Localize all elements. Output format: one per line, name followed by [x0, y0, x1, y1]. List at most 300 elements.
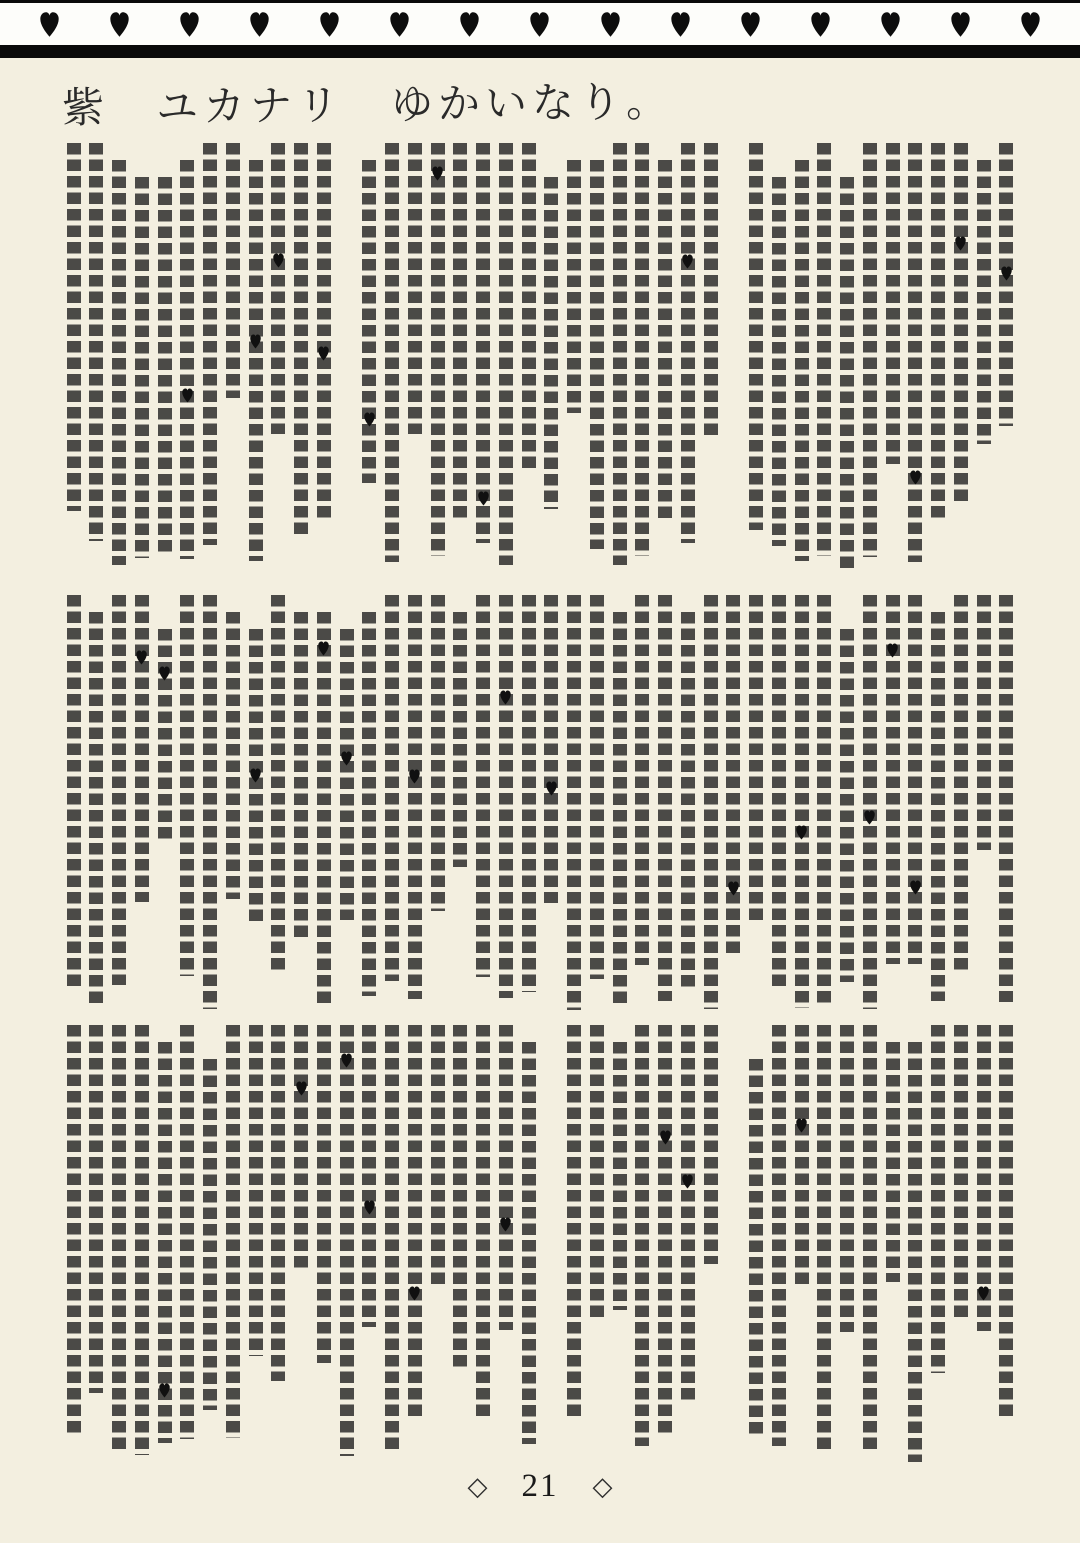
inline-heart-glyph	[908, 880, 923, 895]
text-column	[931, 143, 946, 568]
greeked-text-line	[590, 1025, 604, 1317]
greeked-text-line	[89, 612, 103, 1004]
greeked-text-line	[112, 160, 126, 565]
page-title: 紫 ユカナリ ゆかいなり。	[61, 76, 674, 133]
text-column	[498, 595, 513, 1010]
inline-heart-glyph	[362, 412, 377, 427]
text-column	[589, 143, 604, 568]
greeked-text-line	[203, 1059, 217, 1410]
greeked-text-line	[226, 612, 240, 899]
greeked-text-line	[613, 143, 627, 565]
greeked-text-line	[772, 177, 786, 546]
greeked-text-line	[544, 595, 558, 903]
heart-icon	[545, 781, 558, 796]
inline-heart-glyph	[316, 641, 331, 656]
heart-icon	[158, 666, 171, 681]
greeked-text-line	[317, 612, 331, 1007]
greeked-text-line	[89, 1025, 103, 1393]
greeked-text-line	[453, 612, 467, 867]
inline-heart-glyph	[976, 1286, 991, 1301]
greeked-text-line	[271, 595, 285, 973]
text-column	[294, 1025, 309, 1462]
heart-icon	[1020, 10, 1041, 39]
page-number: 21	[521, 1468, 559, 1504]
greeked-text-line	[226, 1025, 240, 1438]
text-column	[840, 1025, 855, 1462]
text-column	[771, 143, 786, 568]
inline-heart-glyph	[498, 1217, 513, 1232]
greeked-text-line	[67, 595, 81, 988]
greeked-text-line	[135, 177, 149, 558]
heart-border-row	[0, 3, 1080, 45]
inline-heart-glyph	[339, 1053, 354, 1068]
text-column	[635, 595, 650, 1010]
text-column	[658, 595, 673, 1010]
text-column	[430, 1025, 445, 1462]
heart-icon	[249, 10, 270, 39]
greeked-text-line	[977, 160, 991, 444]
greeked-text-line	[317, 1025, 331, 1363]
greeked-text-line	[590, 160, 604, 549]
greeked-text-line	[431, 143, 445, 556]
text-column	[817, 143, 832, 568]
heart-icon	[39, 10, 60, 39]
text-column	[862, 1025, 877, 1462]
inline-heart-glyph	[726, 881, 741, 896]
text-column	[407, 1025, 422, 1462]
text-column	[385, 595, 400, 1010]
greeked-text-line	[226, 143, 240, 398]
greeked-text-line	[886, 143, 900, 464]
greeked-text-line	[931, 1025, 945, 1373]
text-column	[112, 1025, 127, 1462]
text-column	[362, 595, 377, 1010]
text-column	[908, 595, 923, 1010]
diamond-ornament-left: ◇	[467, 1471, 488, 1501]
text-column	[544, 1025, 559, 1462]
greeked-text-line	[613, 1042, 627, 1310]
text-column	[658, 143, 673, 568]
greeked-text-line	[476, 1025, 490, 1416]
greeked-text-line	[522, 143, 536, 469]
text-column	[407, 595, 422, 1010]
greeked-text-line	[249, 1025, 263, 1356]
greeked-text-line	[408, 595, 422, 999]
text-column	[225, 143, 240, 568]
text-column	[726, 143, 741, 568]
heart-icon	[363, 1200, 376, 1215]
text-block-3	[66, 1025, 1014, 1462]
greeked-text-line	[635, 595, 649, 965]
text-column	[999, 595, 1014, 1010]
greeked-text-line	[271, 143, 285, 434]
greeked-text-line	[180, 1025, 194, 1439]
heart-icon	[886, 643, 899, 658]
greeked-text-line	[840, 1025, 854, 1332]
heart-icon	[529, 10, 550, 39]
text-column	[635, 1025, 650, 1462]
text-column	[953, 1025, 968, 1462]
heart-icon	[727, 881, 740, 896]
greeked-text-line	[772, 595, 786, 986]
text-column	[680, 143, 695, 568]
heart-icon	[909, 470, 922, 485]
inline-heart-glyph	[248, 334, 263, 349]
text-block-1	[66, 143, 1014, 568]
greeked-text-line	[499, 1025, 513, 1330]
text-column	[521, 143, 536, 568]
text-column	[112, 595, 127, 1010]
greeked-text-line	[863, 595, 877, 1009]
text-column	[157, 595, 172, 1010]
text-column	[544, 595, 559, 1010]
inline-heart-glyph	[294, 1081, 309, 1096]
heart-icon	[681, 254, 694, 269]
text-column	[999, 1025, 1014, 1462]
greeked-text-line	[908, 1042, 922, 1462]
text-column	[134, 595, 149, 1010]
text-column	[476, 143, 491, 568]
greeked-text-line	[954, 595, 968, 972]
greeked-text-line	[362, 1025, 376, 1327]
greeked-text-line	[294, 143, 308, 538]
text-column	[453, 595, 468, 1010]
inline-heart-glyph	[794, 825, 809, 840]
inline-heart-glyph	[862, 810, 877, 825]
text-column	[385, 1025, 400, 1462]
text-column	[567, 143, 582, 568]
inline-heart-glyph	[180, 388, 195, 403]
greeked-text-line	[385, 1025, 399, 1450]
greeked-text-line	[567, 595, 581, 1010]
text-column	[157, 1025, 172, 1462]
inline-heart-glyph	[157, 1383, 172, 1398]
greeked-text-line	[89, 143, 103, 541]
greeked-text-line	[453, 143, 467, 519]
text-column	[589, 595, 604, 1010]
heart-icon	[499, 690, 512, 705]
inline-heart-glyph	[316, 346, 331, 361]
greeked-text-line	[294, 1025, 308, 1270]
greeked-text-line	[658, 160, 672, 518]
greeked-text-line	[203, 595, 217, 1009]
greeked-text-line	[840, 629, 854, 982]
text-column	[612, 1025, 627, 1462]
greeked-text-line	[158, 629, 172, 841]
text-column	[134, 1025, 149, 1462]
heart-icon	[880, 10, 901, 39]
heart-icon	[158, 1383, 171, 1398]
greeked-text-line	[180, 595, 194, 976]
text-column	[294, 143, 309, 568]
greeked-text-line	[999, 595, 1013, 1002]
text-column	[680, 1025, 695, 1462]
text-column	[931, 1025, 946, 1462]
text-column	[316, 595, 331, 1010]
greeked-text-line	[681, 143, 695, 543]
greeked-text-line	[112, 595, 126, 985]
heart-icon	[249, 768, 262, 783]
text-column	[771, 595, 786, 1010]
greeked-text-line	[886, 1042, 900, 1282]
text-column	[976, 595, 991, 1010]
heart-icon	[459, 10, 480, 39]
text-column	[89, 1025, 104, 1462]
text-column	[362, 1025, 377, 1462]
heart-icon	[740, 10, 761, 39]
text-column	[680, 595, 695, 1010]
greeked-text-line	[908, 595, 922, 964]
greeked-text-line	[340, 629, 354, 920]
greeked-text-line	[203, 143, 217, 545]
text-column	[476, 595, 491, 1010]
text-column	[157, 143, 172, 568]
text-column	[703, 595, 718, 1010]
text-column	[180, 143, 195, 568]
greeked-text-line	[499, 595, 513, 998]
greeked-text-line	[817, 595, 831, 1006]
text-column	[453, 1025, 468, 1462]
greeked-text-line	[658, 595, 672, 1001]
greeked-text-line	[749, 143, 763, 530]
greeked-text-line	[135, 595, 149, 902]
heart-icon	[317, 641, 330, 656]
text-column	[271, 1025, 286, 1462]
text-column	[703, 1025, 718, 1462]
greeked-text-line	[613, 612, 627, 1007]
heart-icon	[909, 880, 922, 895]
text-column	[248, 143, 263, 568]
inline-heart-glyph	[339, 751, 354, 766]
inline-heart-glyph	[271, 253, 286, 268]
text-column	[749, 1025, 764, 1462]
greeked-text-line	[340, 1025, 354, 1456]
text-column	[271, 143, 286, 568]
text-column	[999, 143, 1014, 568]
page-footer	[0, 1470, 1080, 1503]
text-column	[225, 595, 240, 1010]
text-column	[749, 143, 764, 568]
greeked-text-line	[476, 595, 490, 977]
greeked-text-line	[749, 595, 763, 920]
greeked-text-line	[681, 1025, 695, 1401]
greeked-text-line	[795, 1025, 809, 1287]
inline-heart-glyph	[908, 470, 923, 485]
heart-icon	[863, 810, 876, 825]
text-column	[453, 143, 468, 568]
text-column	[225, 1025, 240, 1462]
text-column	[567, 595, 582, 1010]
greeked-text-line	[795, 595, 809, 1008]
greeked-text-line	[362, 612, 376, 996]
text-column	[817, 1025, 832, 1462]
inline-heart-glyph	[362, 1200, 377, 1215]
heart-icon	[181, 388, 194, 403]
greeked-text-line	[704, 143, 718, 438]
heart-icon	[249, 334, 262, 349]
greeked-text-line	[362, 160, 376, 483]
text-column	[294, 595, 309, 1010]
text-column	[203, 143, 218, 568]
text-column	[430, 595, 445, 1010]
heart-icon	[317, 346, 330, 361]
text-column	[589, 1025, 604, 1462]
heart-icon	[977, 1286, 990, 1301]
greeked-text-line	[544, 177, 558, 509]
text-column	[976, 143, 991, 568]
heart-icon	[950, 10, 971, 39]
text-column	[612, 595, 627, 1010]
greeked-text-line	[67, 143, 81, 511]
greeked-text-line	[522, 1042, 536, 1444]
text-column	[498, 143, 513, 568]
text-column	[908, 1025, 923, 1462]
text-column	[794, 143, 809, 568]
greeked-text-line	[135, 1025, 149, 1455]
text-column	[544, 143, 559, 568]
greeked-text-line	[408, 1025, 422, 1419]
heart-icon	[389, 10, 410, 39]
text-column	[362, 143, 377, 568]
greeked-text-line	[499, 143, 513, 565]
greeked-text-line	[840, 177, 854, 568]
greeked-text-line	[67, 1025, 81, 1437]
greeked-text-line	[294, 612, 308, 939]
text-column	[953, 143, 968, 568]
greeked-text-line	[954, 1025, 968, 1317]
top-decorative-border	[0, 0, 1080, 58]
text-column	[339, 1025, 354, 1462]
inline-heart-glyph	[498, 690, 513, 705]
heart-icon	[1000, 266, 1013, 281]
heart-icon	[319, 10, 340, 39]
text-column	[316, 143, 331, 568]
text-column	[862, 595, 877, 1010]
heart-icon	[408, 769, 421, 784]
inline-heart-glyph	[248, 768, 263, 783]
greeked-text-line	[681, 612, 695, 988]
text-column	[430, 143, 445, 568]
text-column	[953, 595, 968, 1010]
text-column	[840, 595, 855, 1010]
text-column	[862, 143, 877, 568]
text-column	[339, 595, 354, 1010]
text-column	[726, 1025, 741, 1462]
greeked-text-line	[635, 1025, 649, 1446]
heart-icon	[600, 10, 621, 39]
greeked-text-line	[726, 595, 740, 958]
greeked-text-line	[931, 143, 945, 519]
greeked-text-line	[385, 595, 399, 981]
text-column	[498, 1025, 513, 1462]
greeked-text-line	[635, 143, 649, 556]
inline-heart-glyph	[157, 666, 172, 681]
greeked-text-line	[317, 143, 331, 521]
greeked-text-line	[249, 160, 263, 561]
text-column	[840, 143, 855, 568]
greeked-text-line	[112, 1025, 126, 1453]
greeked-text-line	[271, 1025, 285, 1381]
greeked-text-line	[567, 1025, 581, 1419]
text-column	[794, 595, 809, 1010]
greeked-text-line	[863, 143, 877, 557]
inline-heart-glyph	[885, 643, 900, 658]
text-column	[180, 595, 195, 1010]
heart-icon	[670, 10, 691, 39]
greeked-text-line	[704, 595, 718, 1009]
greeked-text-line	[863, 1025, 877, 1453]
text-column	[248, 595, 263, 1010]
text-column	[66, 595, 81, 1010]
greeked-text-line	[999, 143, 1013, 426]
greeked-text-line	[977, 595, 991, 850]
greeked-text-line	[817, 1025, 831, 1453]
text-column	[180, 1025, 195, 1462]
text-column	[134, 143, 149, 568]
text-column	[931, 595, 946, 1010]
inline-heart-glyph	[658, 1130, 673, 1145]
heart-icon	[295, 1081, 308, 1096]
text-column	[726, 595, 741, 1010]
text-column	[407, 143, 422, 568]
heart-icon	[363, 412, 376, 427]
text-column	[749, 595, 764, 1010]
heart-icon	[810, 10, 831, 39]
text-column	[567, 1025, 582, 1462]
text-column	[66, 1025, 81, 1462]
greeked-text-line	[453, 1025, 467, 1368]
text-column	[658, 1025, 673, 1462]
inline-heart-glyph	[407, 1286, 422, 1301]
greeked-text-line	[704, 1025, 718, 1264]
text-column	[612, 143, 627, 568]
text-column	[89, 595, 104, 1010]
heart-icon	[499, 1217, 512, 1232]
text-column	[794, 1025, 809, 1462]
text-column	[203, 1025, 218, 1462]
greeked-text-line	[772, 1025, 786, 1446]
text-column	[908, 143, 923, 568]
text-column	[385, 143, 400, 568]
greeked-text-line	[522, 595, 536, 992]
heart-icon	[109, 10, 130, 39]
greeked-text-line	[954, 143, 968, 503]
text-column	[248, 1025, 263, 1462]
greeked-text-line	[999, 1025, 1013, 1417]
heart-icon	[272, 253, 285, 268]
heart-icon	[477, 491, 490, 506]
text-column	[703, 143, 718, 568]
text-column	[339, 143, 354, 568]
greeked-text-line	[931, 612, 945, 1001]
heart-icon	[681, 1174, 694, 1189]
heart-icon	[340, 1053, 353, 1068]
text-column	[885, 595, 900, 1010]
text-column	[635, 143, 650, 568]
greeked-text-line	[476, 143, 490, 543]
heart-icon	[135, 650, 148, 665]
heart-icon	[795, 825, 808, 840]
heart-icon	[340, 751, 353, 766]
greeked-text-line	[431, 1025, 445, 1287]
greeked-text-line	[908, 143, 922, 562]
greeked-text-line	[385, 143, 399, 562]
text-column	[521, 595, 536, 1010]
text-column	[112, 143, 127, 568]
text-column	[885, 1025, 900, 1462]
inline-heart-glyph	[953, 236, 968, 251]
inline-heart-glyph	[134, 650, 149, 665]
